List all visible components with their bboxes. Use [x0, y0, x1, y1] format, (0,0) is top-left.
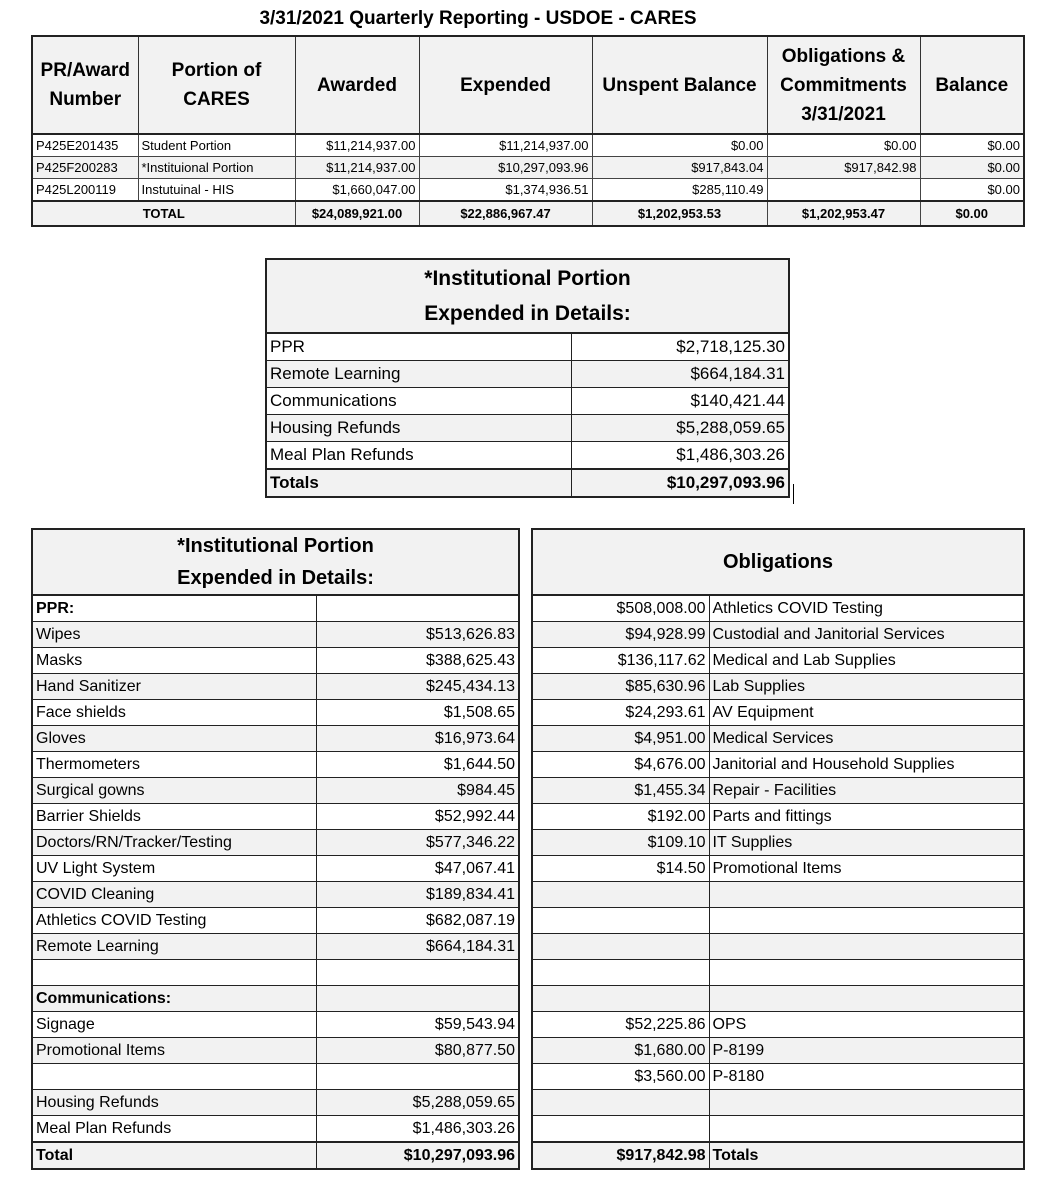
description: Athletics COVID Testing	[709, 595, 1024, 622]
empty-row	[532, 882, 1024, 908]
table-row	[32, 882, 519, 908]
amount: $4,676.00	[532, 752, 709, 778]
table-row	[32, 856, 519, 882]
header-pr-award-number: PR/Award Number	[32, 36, 138, 134]
empty-row	[532, 1090, 1024, 1116]
amount	[532, 882, 709, 908]
obligations-table	[531, 528, 1025, 1170]
table-row	[32, 134, 1024, 157]
amount	[316, 595, 519, 622]
description: Medical Services	[709, 726, 1024, 752]
amount: $2,718,125.30	[571, 333, 789, 361]
heading-line-2: Expended in Details:	[424, 302, 631, 325]
total-row	[32, 201, 1024, 226]
table-row	[32, 830, 519, 856]
header-expended: Expended	[419, 36, 592, 134]
table-row	[532, 778, 1024, 804]
amount: $513,626.83	[316, 622, 519, 648]
table-row	[532, 804, 1024, 830]
amount: $192.00	[532, 804, 709, 830]
amount: $5,288,059.65	[571, 415, 789, 442]
amount: $85,630.96	[532, 674, 709, 700]
item: Doctors/RN/Tracker/Testing	[32, 830, 316, 856]
amount: $3,560.00	[532, 1064, 709, 1090]
summary-header-row	[32, 36, 1024, 134]
obligations	[767, 179, 920, 202]
total-obligations: $1,202,953.47	[767, 201, 920, 226]
amount: $1,455.34	[532, 778, 709, 804]
table-row	[32, 157, 1024, 179]
description	[709, 986, 1024, 1012]
amount	[532, 934, 709, 960]
item: UV Light System	[32, 856, 316, 882]
amount: $577,346.22	[316, 830, 519, 856]
description	[709, 960, 1024, 986]
amount: $5,288,059.65	[316, 1090, 519, 1116]
table-row	[266, 333, 789, 361]
description: IT Supplies	[709, 830, 1024, 856]
award-number: P425F200283	[32, 157, 138, 179]
total-amount: $10,297,093.96	[571, 469, 789, 497]
amount: $1,486,303.26	[571, 442, 789, 470]
table-row	[532, 752, 1024, 778]
table-row	[532, 830, 1024, 856]
table-row	[532, 1038, 1024, 1064]
amount: $136,117.62	[532, 648, 709, 674]
total-label: Totals	[266, 469, 571, 497]
item: Face shields	[32, 700, 316, 726]
category: PPR	[266, 333, 571, 361]
obligations-heading: Obligations	[532, 529, 1024, 595]
item: Surgical gowns	[32, 778, 316, 804]
description: Promotional Items	[709, 856, 1024, 882]
amount: $1,486,303.26	[316, 1116, 519, 1143]
item: COVID Cleaning	[32, 882, 316, 908]
amount: $94,928.99	[532, 622, 709, 648]
description: Parts and fittings	[709, 804, 1024, 830]
portion: Student Portion	[138, 134, 295, 157]
amount: $1,680.00	[532, 1038, 709, 1064]
amount: $984.45	[316, 778, 519, 804]
table-row	[266, 361, 789, 388]
table-row	[532, 726, 1024, 752]
item	[32, 960, 316, 986]
amount	[532, 986, 709, 1012]
table-row	[32, 648, 519, 674]
description	[709, 1090, 1024, 1116]
award-number: P425L200119	[32, 179, 138, 202]
amount: $24,293.61	[532, 700, 709, 726]
header-obligations-commitments: Obligations & Commitments 3/31/2021	[767, 36, 920, 134]
empty-row	[532, 908, 1024, 934]
amount: $59,543.94	[316, 1012, 519, 1038]
description: OPS	[709, 1012, 1024, 1038]
awarded: $1,660,047.00	[295, 179, 419, 202]
text-cursor	[793, 484, 794, 504]
amount	[532, 1116, 709, 1143]
total-label: Totals	[709, 1142, 1024, 1169]
table-row	[32, 934, 519, 960]
amount: $1,508.65	[316, 700, 519, 726]
item: Housing Refunds	[32, 1090, 316, 1116]
amount: $140,421.44	[571, 388, 789, 415]
total-amount: $10,297,093.96	[316, 1142, 519, 1169]
empty-row	[532, 986, 1024, 1012]
expended: $11,214,937.00	[419, 134, 592, 157]
table-row	[532, 622, 1024, 648]
summary-table	[31, 35, 1025, 227]
table-row	[32, 804, 519, 830]
description: Janitorial and Household Supplies	[709, 752, 1024, 778]
heading-line-1: *Institutional Portion	[177, 535, 374, 557]
amount: $47,067.41	[316, 856, 519, 882]
table-row	[32, 778, 519, 804]
awarded: $11,214,937.00	[295, 157, 419, 179]
heading-line-1: *Institutional Portion	[424, 267, 631, 290]
expended: $10,297,093.96	[419, 157, 592, 179]
description: AV Equipment	[709, 700, 1024, 726]
description	[709, 1116, 1024, 1143]
table-row	[32, 726, 519, 752]
item: Thermometers	[32, 752, 316, 778]
amount: $189,834.41	[316, 882, 519, 908]
item: Athletics COVID Testing	[32, 908, 316, 934]
total-row	[266, 469, 789, 497]
category: Housing Refunds	[266, 415, 571, 442]
item: Masks	[32, 648, 316, 674]
unspent-balance: $285,110.49	[592, 179, 767, 202]
empty-row	[32, 960, 519, 986]
item: Barrier Shields	[32, 804, 316, 830]
awarded: $11,214,937.00	[295, 134, 419, 157]
expended: $1,374,936.51	[419, 179, 592, 202]
total-label: Total	[32, 1142, 316, 1169]
institutional-detail-heading	[32, 529, 519, 595]
table-row	[266, 415, 789, 442]
description: Lab Supplies	[709, 674, 1024, 700]
institutional-summary-table	[265, 258, 790, 498]
amount	[532, 960, 709, 986]
award-number: P425E201435	[32, 134, 138, 157]
table-row	[532, 856, 1024, 882]
item: Communications:	[32, 986, 316, 1012]
institutional-summary-heading	[266, 259, 789, 333]
amount: $1,644.50	[316, 752, 519, 778]
amount: $109.10	[532, 830, 709, 856]
description: Custodial and Janitorial Services	[709, 622, 1024, 648]
portion: *Instituional Portion	[138, 157, 295, 179]
item: Promotional Items	[32, 1038, 316, 1064]
amount: $508,008.00	[532, 595, 709, 622]
description: Medical and Lab Supplies	[709, 648, 1024, 674]
description: Repair - Facilities	[709, 778, 1024, 804]
table-row	[32, 1038, 519, 1064]
item: Wipes	[32, 622, 316, 648]
total-awarded: $24,089,921.00	[295, 201, 419, 226]
amount: $14.50	[532, 856, 709, 882]
empty-row	[32, 1064, 519, 1090]
table-row	[532, 700, 1024, 726]
heading-line-2: Expended in Details:	[177, 567, 374, 589]
item: Remote Learning	[32, 934, 316, 960]
amount: $664,184.31	[316, 934, 519, 960]
amount	[532, 908, 709, 934]
item	[32, 1064, 316, 1090]
amount: $682,087.19	[316, 908, 519, 934]
category: Remote Learning	[266, 361, 571, 388]
empty-row	[532, 1116, 1024, 1143]
amount	[316, 1064, 519, 1090]
description	[709, 934, 1024, 960]
table-row	[32, 1116, 519, 1143]
item: Gloves	[32, 726, 316, 752]
table-row	[32, 752, 519, 778]
section-header-communications	[32, 986, 519, 1012]
description: P-8180	[709, 1064, 1024, 1090]
amount	[316, 960, 519, 986]
table-row	[532, 648, 1024, 674]
table-row	[532, 1064, 1024, 1090]
table-row	[32, 1090, 519, 1116]
amount: $52,225.86	[532, 1012, 709, 1038]
amount: $664,184.31	[571, 361, 789, 388]
table-row	[32, 700, 519, 726]
institutional-detail-table	[31, 528, 520, 1170]
obligations: $917,842.98	[767, 157, 920, 179]
total-row	[32, 1142, 519, 1169]
amount	[316, 986, 519, 1012]
portion: Instutuinal - HIS	[138, 179, 295, 202]
header-unspent-balance: Unspent Balance	[592, 36, 767, 134]
balance: $0.00	[920, 179, 1024, 202]
amount: $80,877.50	[316, 1038, 519, 1064]
table-row	[32, 1012, 519, 1038]
amount	[532, 1090, 709, 1116]
table-row	[532, 595, 1024, 622]
unspent-balance: $0.00	[592, 134, 767, 157]
total-balance: $0.00	[920, 201, 1024, 226]
table-row	[266, 388, 789, 415]
amount: $52,992.44	[316, 804, 519, 830]
report-title: 3/31/2021 Quarterly Reporting - USDOE - CARES	[259, 8, 697, 29]
item: Signage	[32, 1012, 316, 1038]
section-header-ppr	[32, 595, 519, 622]
table-row	[32, 674, 519, 700]
table-row	[32, 908, 519, 934]
total-unspent: $1,202,953.53	[592, 201, 767, 226]
unspent-balance: $917,843.04	[592, 157, 767, 179]
amount: $16,973.64	[316, 726, 519, 752]
amount: $4,951.00	[532, 726, 709, 752]
empty-row	[532, 960, 1024, 986]
balance: $0.00	[920, 134, 1024, 157]
total-row	[532, 1142, 1024, 1169]
header-balance: Balance	[920, 36, 1024, 134]
description	[709, 882, 1024, 908]
item: Meal Plan Refunds	[32, 1116, 316, 1143]
amount: $245,434.13	[316, 674, 519, 700]
item: Hand Sanitizer	[32, 674, 316, 700]
header-awarded: Awarded	[295, 36, 419, 134]
amount: $388,625.43	[316, 648, 519, 674]
description	[709, 908, 1024, 934]
table-row	[32, 179, 1024, 202]
table-row	[32, 622, 519, 648]
category: Meal Plan Refunds	[266, 442, 571, 470]
balance: $0.00	[920, 157, 1024, 179]
table-row	[266, 442, 789, 470]
total-amount: $917,842.98	[532, 1142, 709, 1169]
item: PPR:	[32, 595, 316, 622]
header-portion-of-cares: Portion of CARES	[138, 36, 295, 134]
total-label: TOTAL	[32, 201, 295, 226]
table-row	[532, 1012, 1024, 1038]
table-row	[532, 674, 1024, 700]
empty-row	[532, 934, 1024, 960]
category: Communications	[266, 388, 571, 415]
obligations: $0.00	[767, 134, 920, 157]
description: P-8199	[709, 1038, 1024, 1064]
total-expended: $22,886,967.47	[419, 201, 592, 226]
